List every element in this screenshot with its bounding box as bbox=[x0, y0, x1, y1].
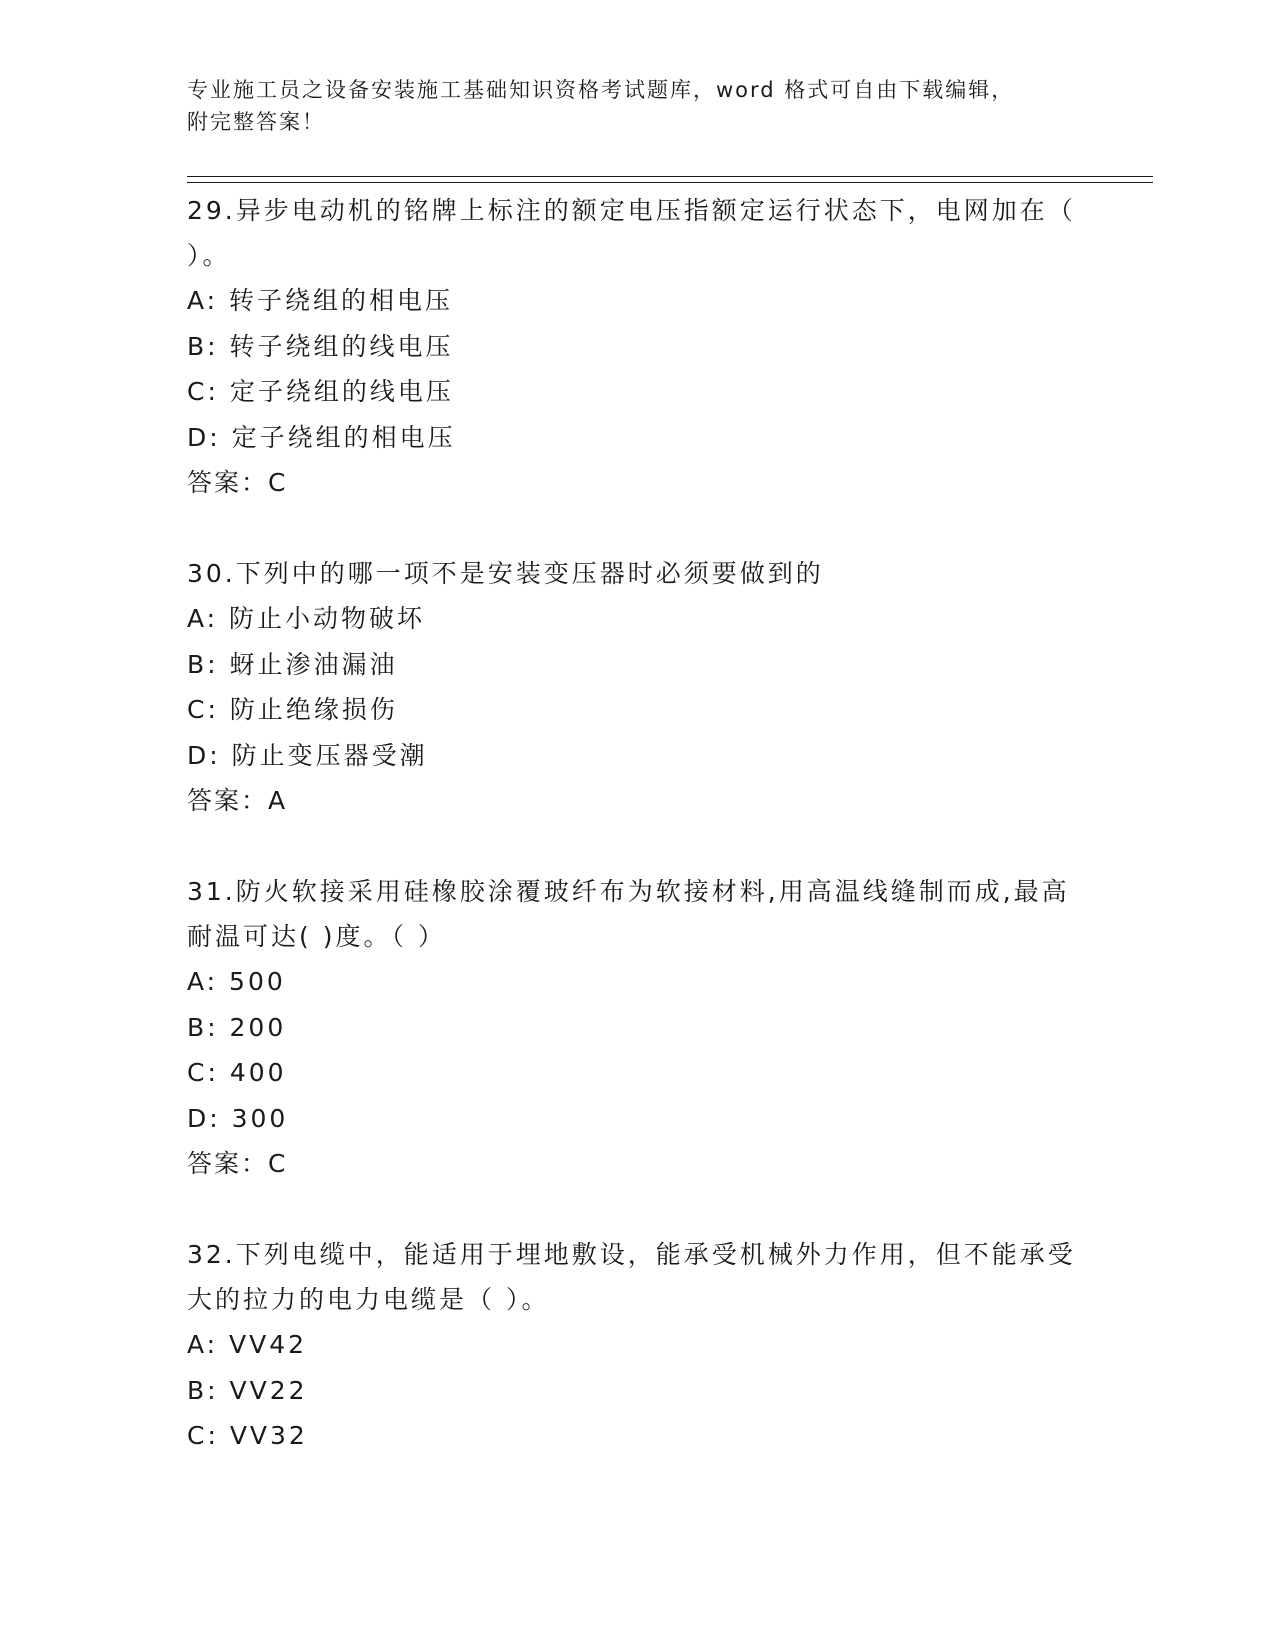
answer-line: 答案：C bbox=[187, 468, 288, 497]
header-line-2: 附完整答案！ bbox=[187, 110, 325, 134]
option-a: A: 500 bbox=[187, 967, 286, 996]
question-stem: 30.下列中的哪一项不是安装变压器时必须要做到的 bbox=[187, 559, 824, 588]
question-30 bbox=[187, 551, 1087, 823]
option-d: D: 定子绕组的相电压 bbox=[187, 422, 456, 452]
option-c: C: 400 bbox=[187, 1058, 287, 1087]
option-c: C: 防止绝缘损伤 bbox=[187, 695, 398, 724]
option-c: C: VV32 bbox=[187, 1421, 308, 1450]
question-32 bbox=[187, 1232, 1087, 1459]
question-29 bbox=[187, 188, 1087, 505]
question-stem: 29.异步电动机的铭牌上标注的额定电压指额定运行状态下，电网加在（ ）。 bbox=[187, 196, 1076, 270]
option-d: D: 300 bbox=[187, 1103, 289, 1133]
question-list bbox=[187, 188, 1087, 1505]
question-stem: 31.防火软接采用硅橡胶涂覆玻纤布为软接材料,用高温线缝制而成,最高耐温可达( )度。（ ） bbox=[187, 877, 1070, 951]
option-a: A: VV42 bbox=[187, 1330, 308, 1359]
question-stem: 32.下列电缆中，能适用于埋地敷设，能承受机械外力作用，但不能承受大的拉力的电力电缆是（ ）。 bbox=[187, 1240, 1076, 1314]
document-header bbox=[187, 74, 1087, 138]
option-b: B: 200 bbox=[187, 1012, 287, 1042]
option-b: B: VV22 bbox=[187, 1375, 308, 1405]
option-b: B: 蚜止渗油漏油 bbox=[187, 649, 398, 679]
answer-line: 答案：C bbox=[187, 1149, 288, 1178]
option-d: D: 防止变压器受潮 bbox=[187, 740, 428, 770]
header-divider-bottom bbox=[187, 182, 1153, 183]
question-31 bbox=[187, 869, 1087, 1186]
header-line-1: 专业施工员之设备安装施工基础知识资格考试题库，word 格式可自由下载编辑， bbox=[187, 78, 1015, 102]
header-divider-top bbox=[187, 176, 1153, 177]
answer-line: 答案：A bbox=[187, 786, 288, 815]
option-c: C: 定子绕组的线电压 bbox=[187, 377, 454, 406]
option-a: A: 转子绕组的相电压 bbox=[187, 286, 454, 315]
option-b: B: 转子绕组的线电压 bbox=[187, 331, 454, 361]
option-a: A: 防止小动物破坏 bbox=[187, 604, 426, 633]
